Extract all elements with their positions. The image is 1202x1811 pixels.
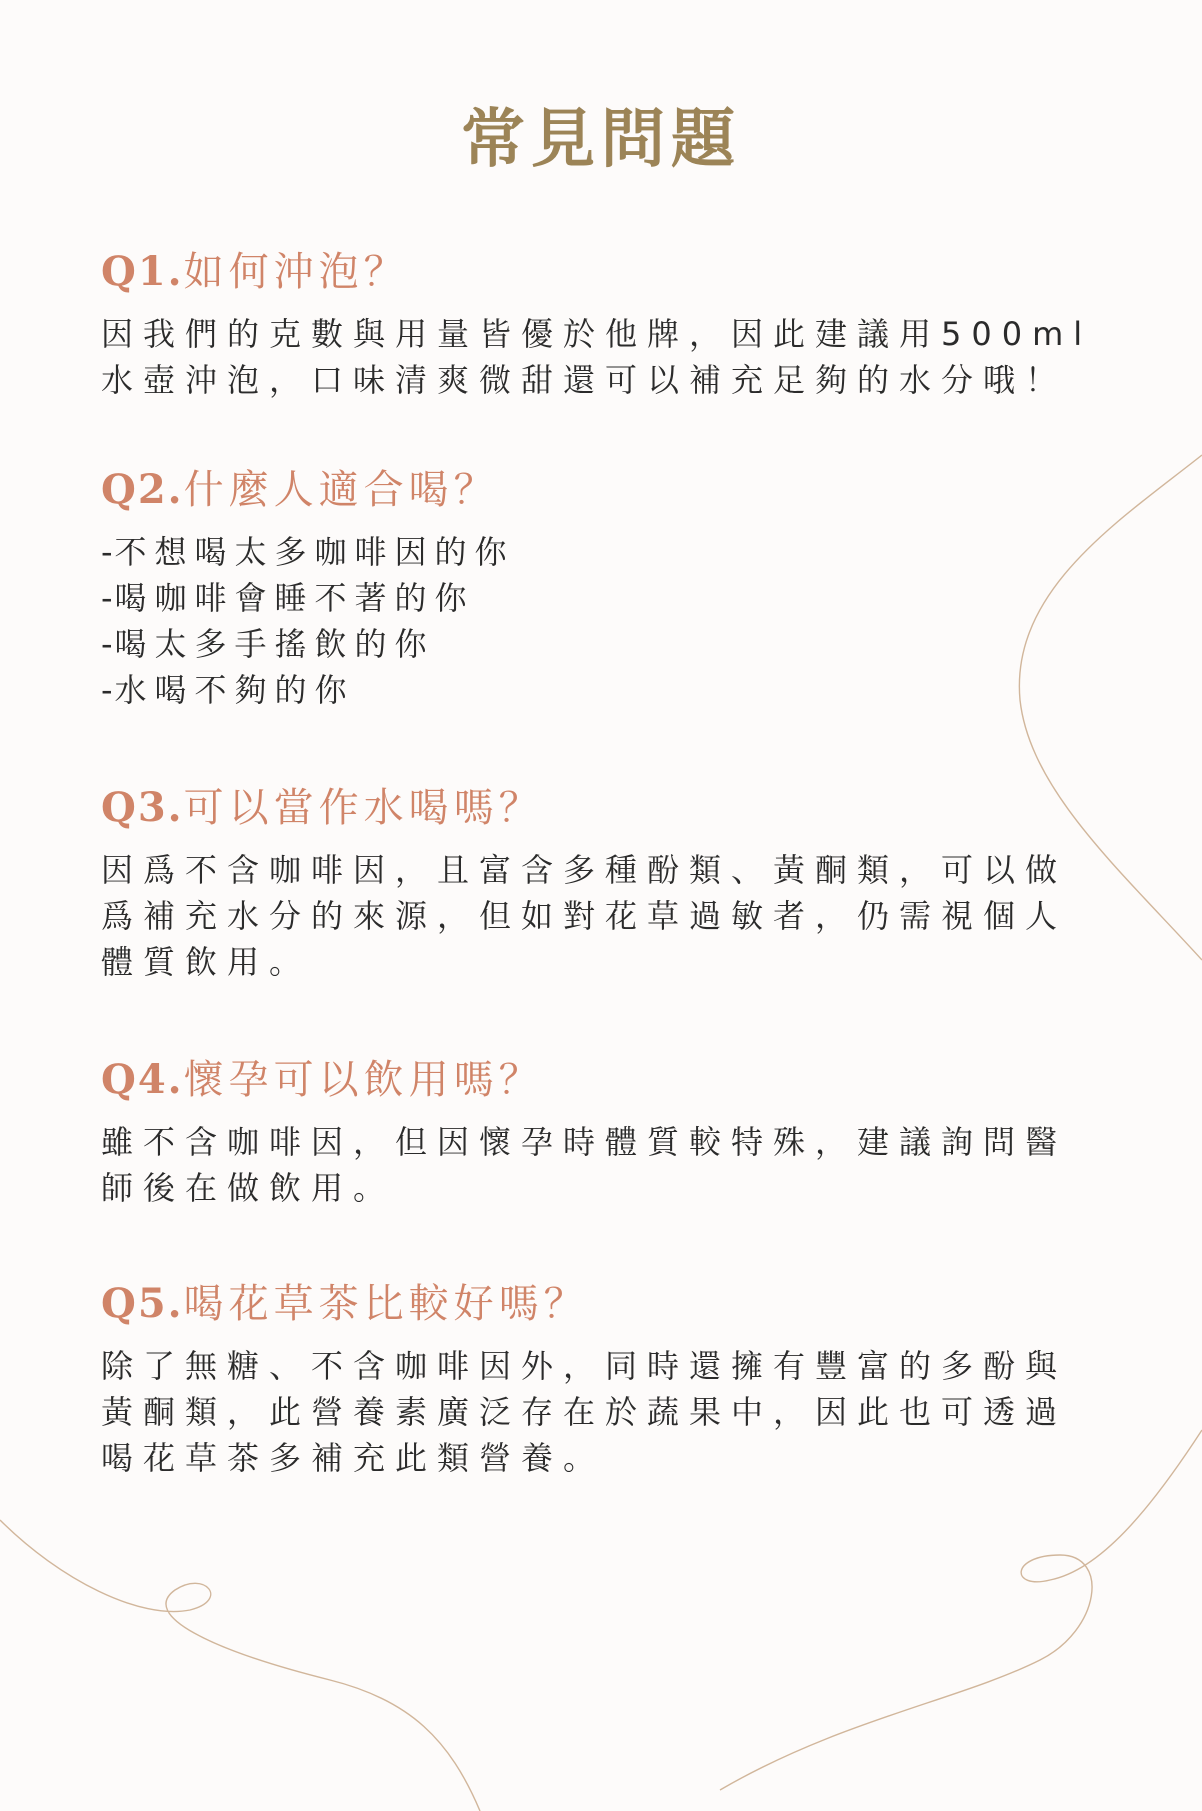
question-text: 可以當作水喝嗎？ <box>183 785 544 831</box>
answer-list <box>101 529 1101 713</box>
faq-item-q3 <box>101 776 1101 985</box>
question-text: 喝花草茶比較好嗎？ <box>183 1281 589 1327</box>
question-number: Q3. <box>101 784 184 831</box>
question-text: 什麼人適合喝？ <box>183 467 499 513</box>
question-number: Q5. <box>101 1280 184 1327</box>
list-item: -水喝不夠的你 <box>101 671 355 709</box>
faq-item-q4 <box>101 1048 1101 1211</box>
question-title <box>101 776 1101 833</box>
question-text: 懷孕可以飲用嗎？ <box>183 1057 544 1103</box>
faq-item-q2 <box>101 458 1101 713</box>
answer-text: 因爲不含咖啡因，且富含多種酚類、黃酮類，可以做 爲補充水分的來源，但如對花草過敏者，仍需視個人 體質飲用。 <box>101 851 1068 981</box>
faq-item-q5 <box>101 1272 1101 1481</box>
lower-right-curve-line <box>720 1430 1202 1790</box>
question-title <box>101 458 1101 515</box>
question-text: 如何沖泡？ <box>183 249 409 295</box>
question-title <box>101 240 1101 297</box>
question-title <box>101 1272 1101 1329</box>
list-item: -喝咖啡會睡不著的你 <box>101 579 475 617</box>
answer-text: 除了無糖、不含咖啡因外，同時還擁有豐富的多酚與 黃酮類，此營養素廣泛存在於蔬果中，因此也可透過 喝花草茶多補充此類營養。 <box>101 1347 1068 1477</box>
faq-item-q1 <box>101 240 1101 403</box>
answer-text: 雖不含咖啡因，但因懷孕時體質較特殊，建議詢問醫 師後在做飲用。 <box>101 1123 1068 1207</box>
answer-text: 因我們的克數與用量皆優於他牌，因此建議用500ml 水壺沖泡，口味清爽微甜還可以補充足夠的水分哦！ <box>101 315 1093 399</box>
question-number: Q1. <box>101 248 184 295</box>
question-number: Q2. <box>101 466 184 513</box>
lower-left-curve-line <box>0 1520 480 1811</box>
list-item: -喝太多手搖飲的你 <box>101 625 435 663</box>
question-number: Q4. <box>101 1056 184 1103</box>
question-title <box>101 1048 1101 1105</box>
list-item: -不想喝太多咖啡因的你 <box>101 533 515 571</box>
page-title: 常見問題 <box>461 102 741 177</box>
